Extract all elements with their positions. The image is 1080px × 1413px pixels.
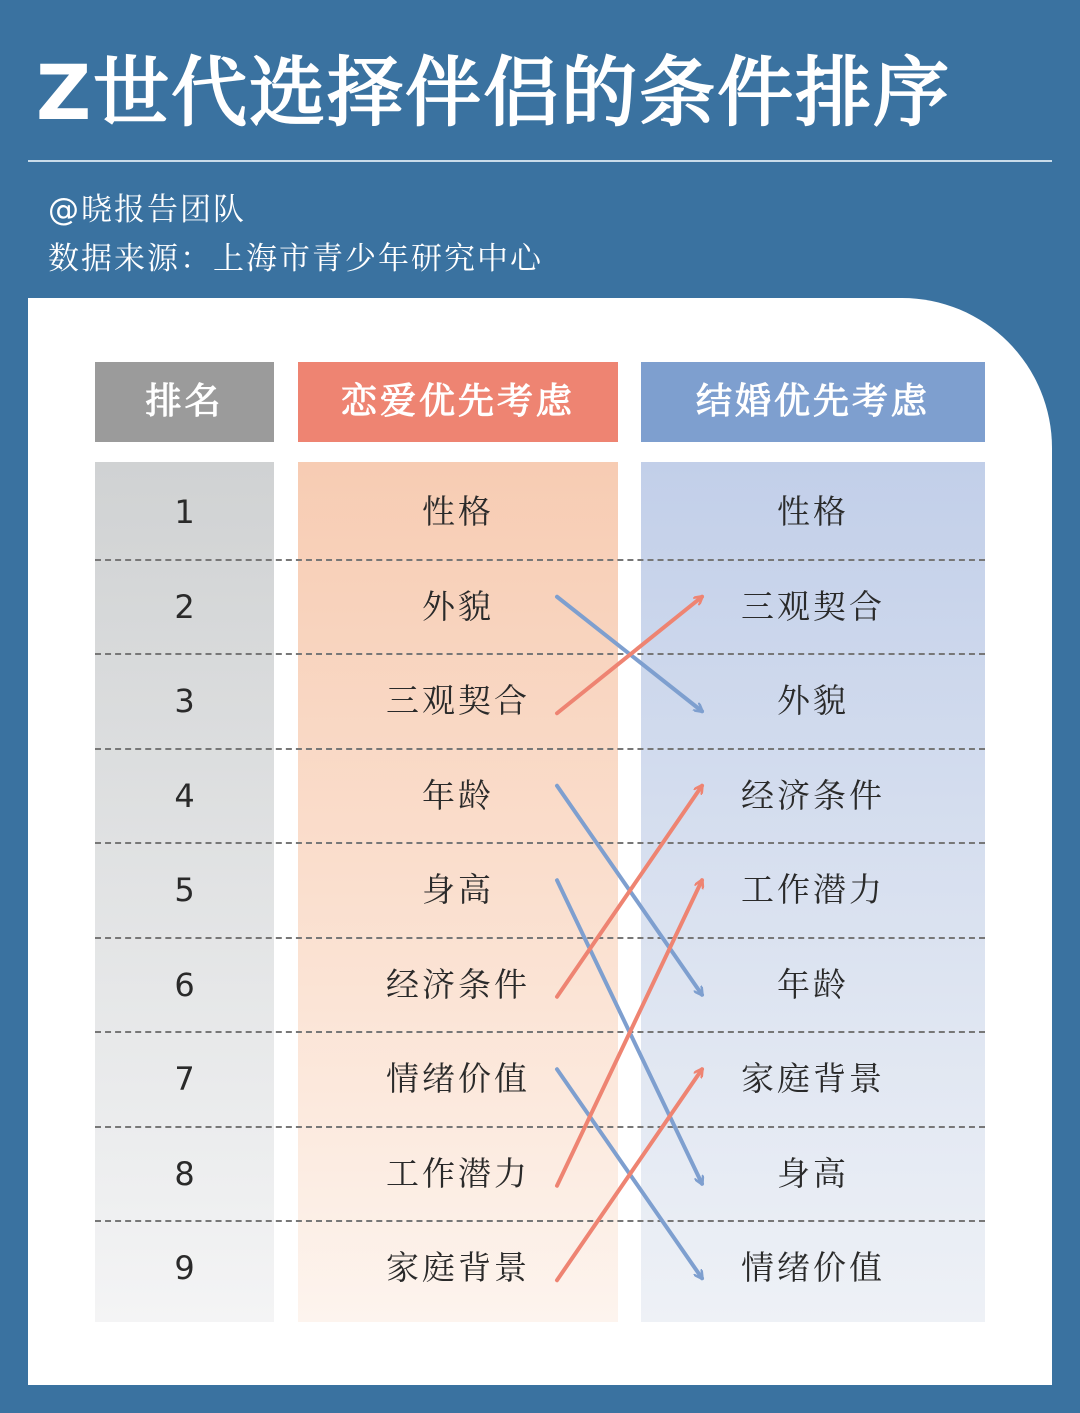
marriage-cell: 工作潜力 — [741, 870, 885, 909]
love-cell: 经济条件 — [386, 964, 530, 1004]
love-cell: 外貌 — [422, 586, 494, 626]
love-cell: 年龄 — [422, 775, 494, 815]
love-cell: 性格 — [422, 492, 494, 531]
love-cell: 家庭背景 — [386, 1248, 530, 1287]
header-rank: 排名 — [95, 362, 274, 442]
love-cell: 情绪价值 — [386, 1059, 530, 1098]
marriage-cell: 情绪价值 — [741, 1248, 885, 1287]
rank-cell: 8 — [174, 1154, 195, 1193]
rank-cell: 3 — [174, 682, 195, 720]
rank-cell: 4 — [174, 776, 195, 815]
page-title: Z世代选择伴侣的条件排序 — [36, 48, 952, 137]
rank-cell: 6 — [174, 965, 195, 1004]
love-cell: 身高 — [422, 870, 494, 909]
header-marriage-priority: 结婚优先考虑 — [641, 362, 985, 442]
rank-cell: 2 — [174, 587, 195, 626]
love-cell: 三观契合 — [386, 681, 530, 720]
rank-cell: 1 — [174, 493, 195, 531]
rank-cell: 9 — [174, 1249, 195, 1287]
author-label: @晓报告团队 — [48, 192, 246, 228]
marriage-cell: 身高 — [777, 1153, 849, 1193]
marriage-cell: 性格 — [777, 492, 849, 531]
love-cell: 工作潜力 — [386, 1153, 530, 1193]
marriage-cell: 经济条件 — [741, 775, 885, 815]
marriage-cell: 三观契合 — [741, 586, 885, 626]
data-source-label: 数据来源：上海市青少年研究中心 — [48, 241, 543, 277]
marriage-cell: 外貌 — [777, 681, 849, 720]
marriage-cell: 家庭背景 — [741, 1059, 885, 1098]
rank-cell: 7 — [174, 1060, 195, 1098]
marriage-cell: 年龄 — [777, 964, 849, 1004]
header-love-priority: 恋爱优先考虑 — [298, 362, 618, 442]
rank-cell: 5 — [174, 871, 195, 909]
